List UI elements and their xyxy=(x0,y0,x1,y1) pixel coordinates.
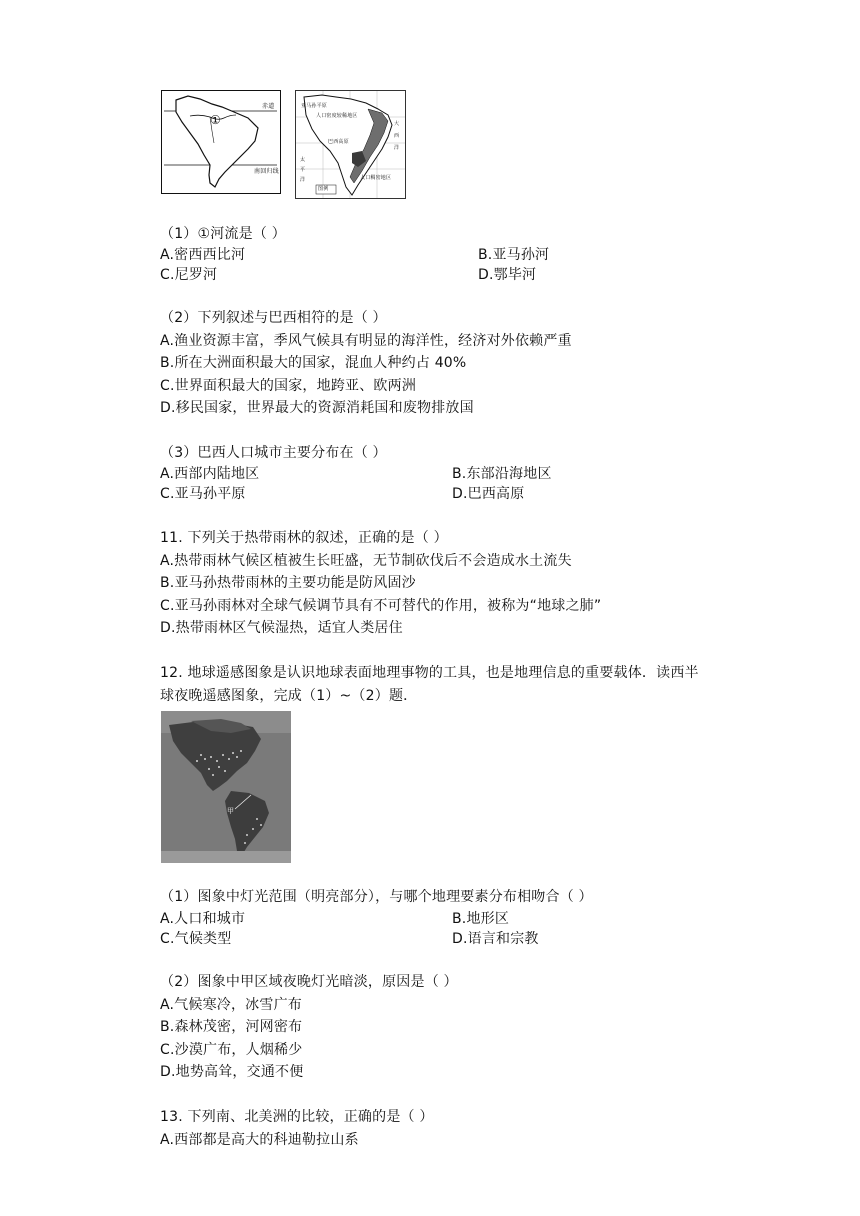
q10-sub2-stem: （2）下列叙述与巴西相符的是（ ） xyxy=(160,310,387,326)
ocean-mark-1: 大 xyxy=(394,121,400,127)
western-hemisphere-night-icon xyxy=(161,711,291,863)
q12-stem-line2: 球夜晚遥感图象，完成（1）~（2）题． xyxy=(160,688,418,704)
q11-option-d[interactable]: D.热带雨林区气候湿热，适宜人类居住 xyxy=(160,620,403,636)
q13-stem: 13. 下列南、北美洲的比较，正确的是（ ） xyxy=(160,1109,434,1125)
amazon-plain-label: 亚马孙平原 xyxy=(301,103,328,109)
q11-option-c[interactable]: C.亚马孙雨林对全球气候调节具有不可替代的作用，被称为“地球之肺” xyxy=(160,598,602,614)
q12-sub2-option-d[interactable]: D.地势高耸，交通不便 xyxy=(160,1064,304,1080)
q10-sub1-option-a[interactable]: A.密西西比河 xyxy=(160,247,246,263)
q11-stem: 11. 下列关于热带雨林的叙述，正确的是（ ） xyxy=(160,530,448,546)
q10-sub1-option-c[interactable]: C.尼罗河 xyxy=(160,267,218,283)
q12-sub2-option-c[interactable]: C.沙漠广布，人烟稀少 xyxy=(160,1042,303,1058)
legend-label: 图例 xyxy=(318,186,329,192)
brazil-plateau-label: 巴西高原 xyxy=(328,139,349,145)
q12-sub1-option-a[interactable]: A.人口和城市 xyxy=(160,911,246,927)
q10-sub2-option-d[interactable]: D.移民国家，世界最大的资源消耗国和废物排放国 xyxy=(160,400,474,416)
q10-sub3-option-d[interactable]: D.巴西高原 xyxy=(452,486,525,502)
q10-sub1-option-d[interactable]: D.鄂毕河 xyxy=(478,267,537,283)
south-america-river-map xyxy=(161,90,281,194)
ocean-mark-2: 西 xyxy=(394,133,400,139)
q13-option-a[interactable]: A.西部都是高大的科迪勒拉山系 xyxy=(160,1132,359,1148)
q10-sub3-stem: （3）巴西人口城市主要分布在（ ） xyxy=(160,445,387,461)
jia-marker: 甲 xyxy=(227,807,235,815)
dense-region-label: 人口稠密地区 xyxy=(360,175,392,181)
q10-sub2-option-a[interactable]: A.渔业资源丰富，季风气候具有明显的海洋性，经济对外依赖严重 xyxy=(160,333,572,349)
ocean-mark-4: 太 xyxy=(300,157,306,163)
q10-sub1-option-b[interactable]: B.亚马孙河 xyxy=(478,247,550,263)
q11-option-b[interactable]: B.亚马孙热带雨林的主要功能是防风固沙 xyxy=(160,575,416,591)
q10-sub2-option-c[interactable]: C.世界面积最大的国家，地跨亚、欧两洲 xyxy=(160,378,417,394)
q12-sub1-option-b[interactable]: B.地形区 xyxy=(452,911,510,927)
q12-sub2-option-a[interactable]: A.气候寒冷，冰雪广布 xyxy=(160,997,302,1013)
q10-sub1-stem: （1）①河流是（ ） xyxy=(160,226,286,242)
q12-stem-line1: 12. 地球遥感图象是认识地球表面地理事物的工具，也是地理信息的重要载体．读西半 xyxy=(160,665,699,681)
q10-sub3-option-c[interactable]: C.亚马孙平原 xyxy=(160,486,246,502)
brazil-population-map xyxy=(295,90,406,199)
q10-sub3-option-b[interactable]: B.东部沿海地区 xyxy=(452,466,552,482)
q12-sub1-stem: （1）图象中灯光范围（明亮部分），与哪个地理要素分布相吻合（ ） xyxy=(160,889,593,905)
ocean-mark-5: 平 xyxy=(300,167,306,173)
tropic-label: 南回归线 xyxy=(254,168,279,175)
q12-sub2-stem: （2）图象中甲区域夜晚灯光暗淡，原因是（ ） xyxy=(160,974,458,990)
q10-sub2-option-b[interactable]: B.所在大洲面积最大的国家，混血人种约占 40% xyxy=(160,355,467,371)
ocean-mark-6: 洋 xyxy=(300,177,306,183)
river-marker: ① xyxy=(210,113,221,127)
sparse-region-label: 人口密度较稀地区 xyxy=(316,113,358,119)
q10-sub3-option-a[interactable]: A.西部内陆地区 xyxy=(160,466,260,482)
q11-option-a[interactable]: A.热带雨林气候区植被生长旺盛，无节制砍伐后不会造成水土流失 xyxy=(160,553,572,569)
q12-sub1-option-c[interactable]: C.气候类型 xyxy=(160,931,232,947)
ocean-mark-3: 洋 xyxy=(394,145,400,151)
q12-sub2-option-b[interactable]: B.森林茂密，河网密布 xyxy=(160,1019,303,1035)
q12-sub1-option-d[interactable]: D.语言和宗教 xyxy=(452,931,539,947)
night-remote-sensing-image xyxy=(161,711,291,863)
equator-label: 赤道 xyxy=(262,103,275,110)
